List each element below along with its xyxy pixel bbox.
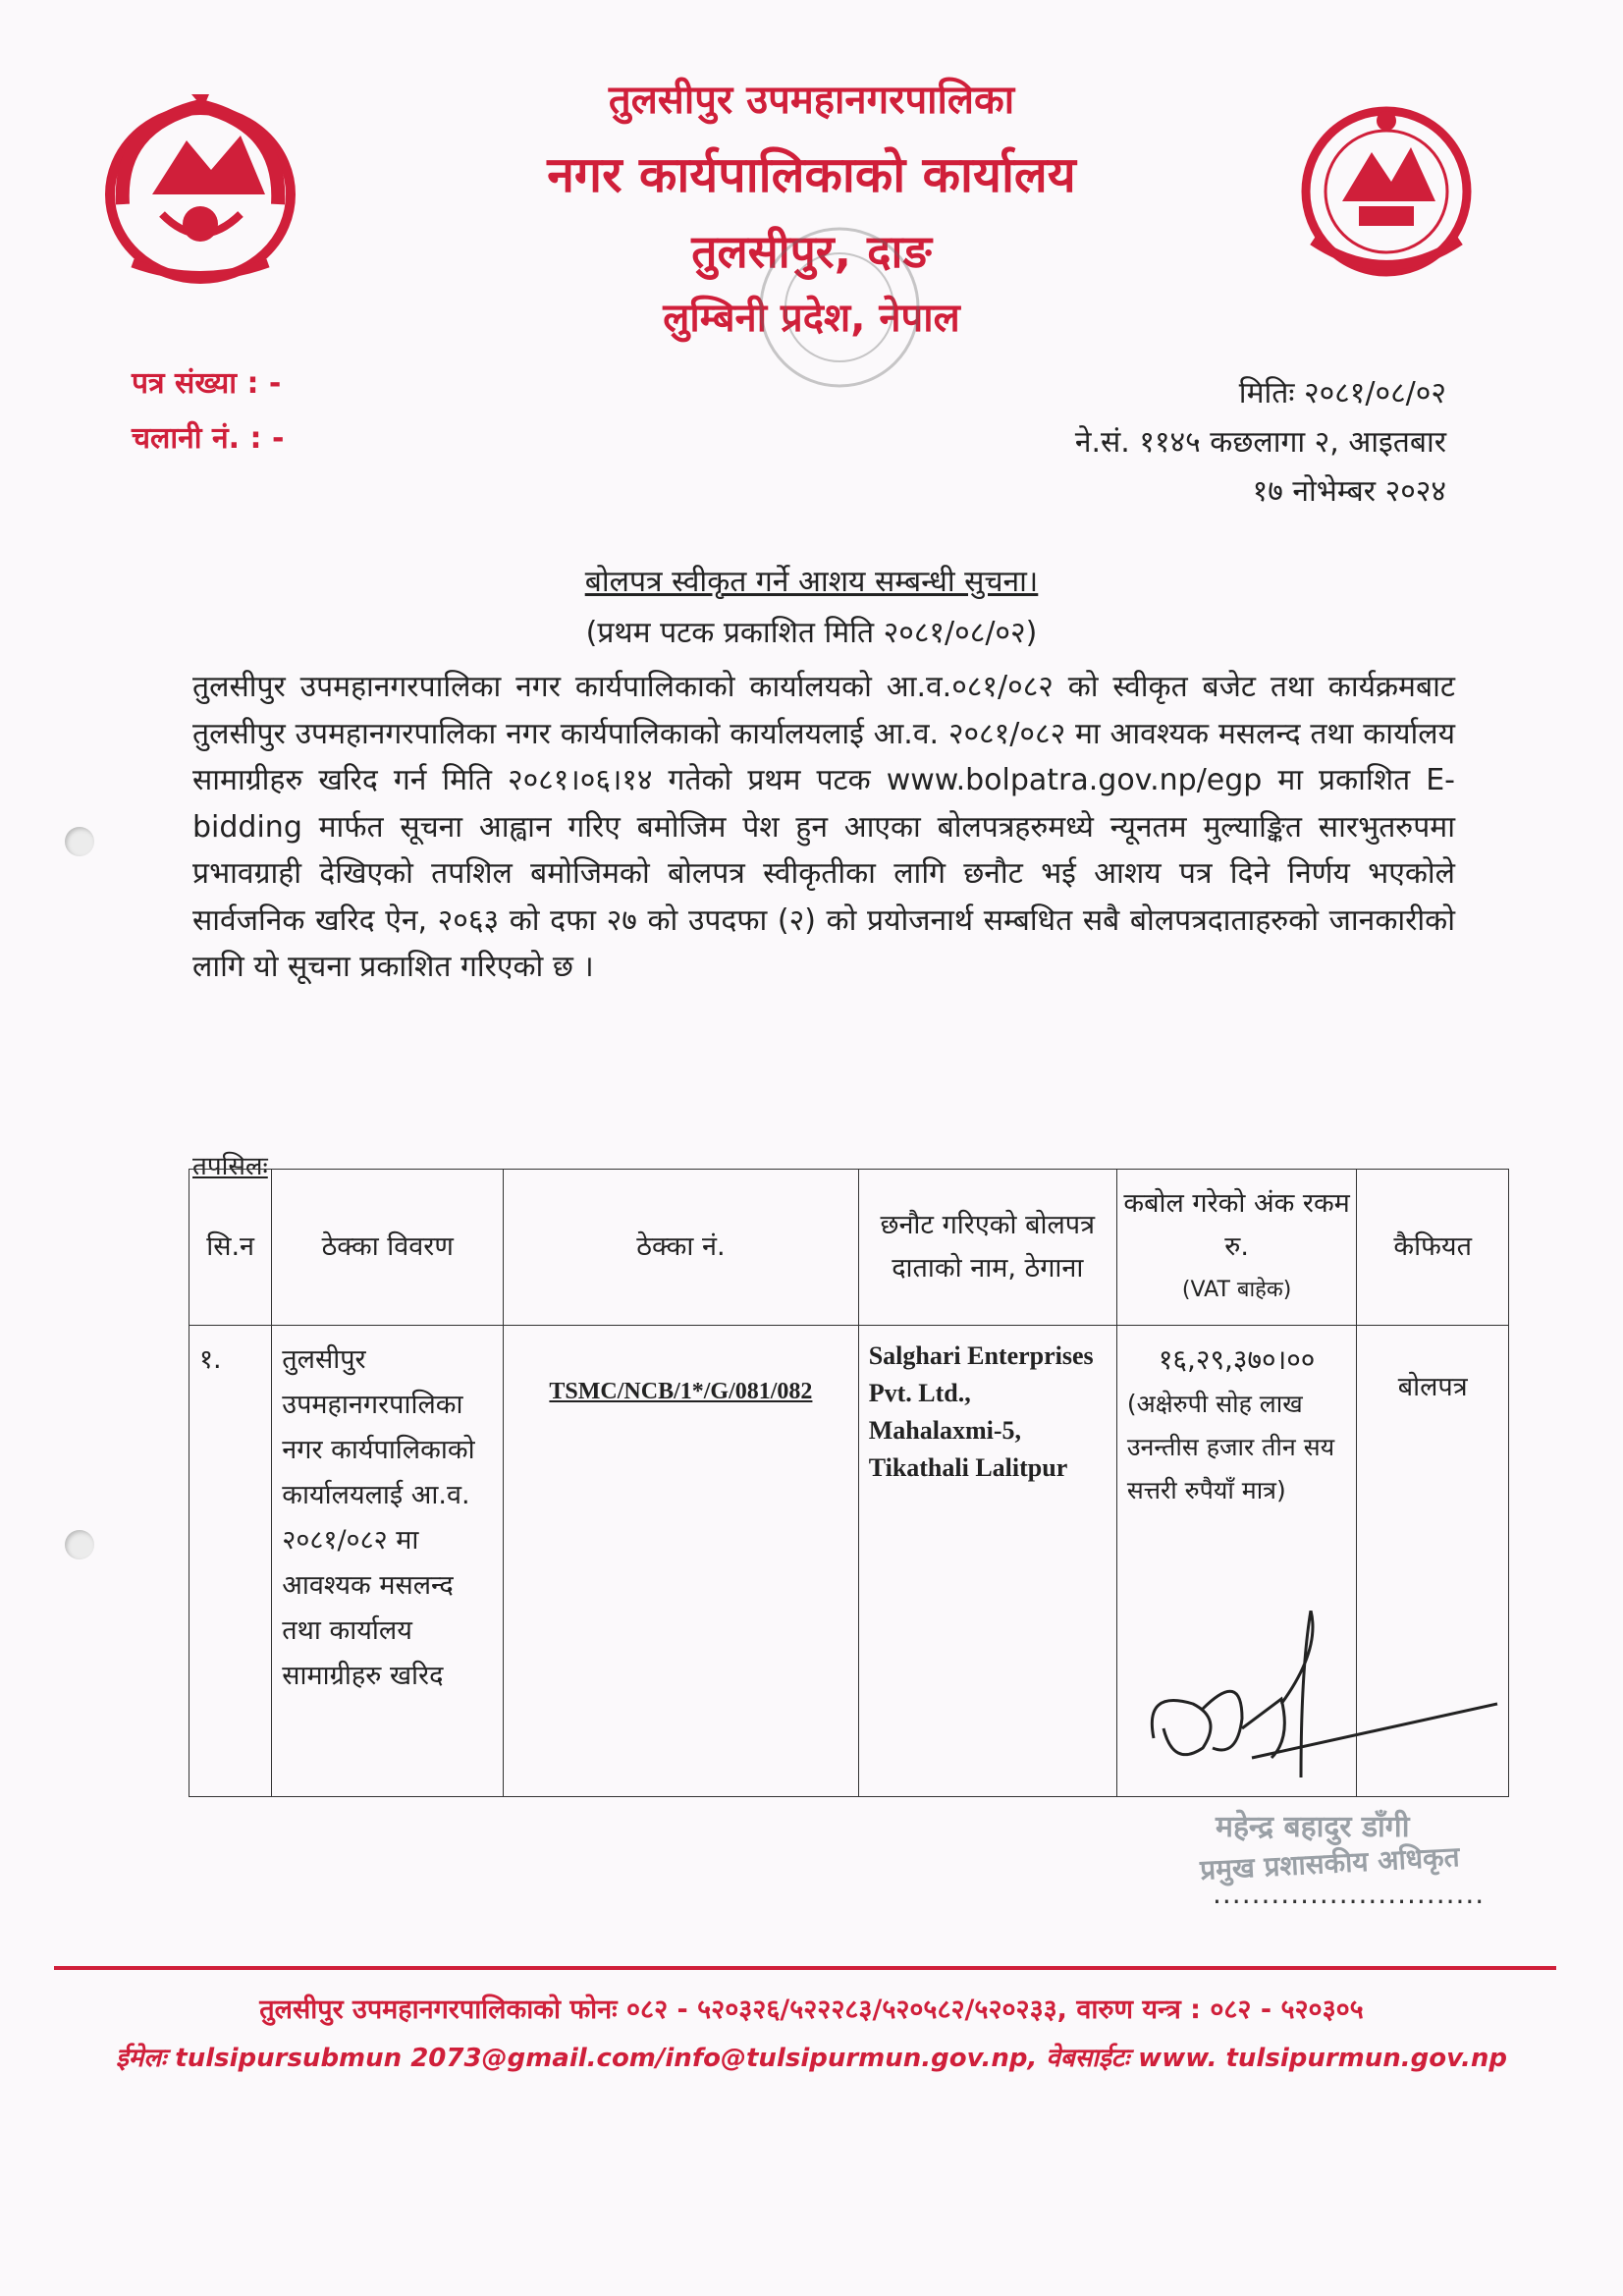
cell-sn: १.: [189, 1326, 272, 1797]
header-vat-note: (VAT बाहेक): [1181, 1278, 1292, 1302]
table-header-row: [189, 1170, 1509, 1326]
signature-line: ............................: [1213, 1878, 1486, 1910]
province-country: लुम्बिनी प्रदेश, नेपाल: [663, 296, 960, 341]
notice-subtitle: (प्रथम पटक प्रकाशित मिति २०८१/०८/०२): [585, 616, 1038, 650]
footer-email-web: ईमेलः tulsipursubmun 2073@gmail.com/info@tulsipurmun.gov.np, वेबसाईटः www. tulsipurmun.gov.np: [116, 2044, 1507, 2073]
cell-bidder: Salghari Enterprises Pvt. Ltd., Mahalaxmi-5, Tikathali Lalitpur: [858, 1326, 1116, 1797]
municipality-name: तुलसीपुर उपमहानगरपालिका: [608, 78, 1015, 123]
schedule-label: तपसिलः: [192, 1152, 268, 1181]
cell-description: तुलसीपुर उपमहानगरपालिका नगर कार्यपालिकाको कार्यालयलाई आ.व. २०८१/०८२ मा आवश्यक मसलन्द तथा कार्यालय सामाग्रीहरु खरिद: [272, 1326, 504, 1797]
footer-divider: [54, 1966, 1556, 1970]
amount-words: (अक्षेरुपी सोह लाख उनन्तीस हजार तीन सय सत्तरी रुपैयाँ मात्र): [1126, 1390, 1335, 1504]
bs-date: मितिः २०८१/०८/०२: [1238, 376, 1446, 410]
header-remarks: कैफियत: [1357, 1170, 1509, 1326]
punch-hole: [65, 1530, 94, 1559]
notice-title: बोलपत्र स्वीकृत गर्ने आशय सम्बन्धी सुचना।: [584, 565, 1039, 599]
nepal-sambat-date: ने.सं. ११४५ कछलागा २, आइतबार: [1074, 425, 1446, 460]
header-amount: [1116, 1170, 1356, 1326]
notice-body: तुलसीपुर उपमहानगरपालिका नगर कार्यपालिकाको कार्यालयको आ.व.०८१/०८२ को स्वीकृत बजेट तथा कार्यक्रमबाट तुलसीपुर उपमहानगरपालिका नगर कार्यपालिकाको कार्यालयलाई आ.व. २०८१/०८२ मा आवश्यक मसलन्द तथा कार्यालय सामाग्रीहरु खरिद गर्न मिति २०८१।०६।१४ गतेको प्रथम पटक www.bolpatra.gov.np/egp मा प्रकाशित E-bidding मार्फत सूचना आह्वान गरिए बमोजिम पेश हुन आएका बोलपत्रहरुमध्ये न्यूनतम मुल्याङ्कित सारभुतरुपमा प्रभावग्राही देखिएको तपशिल बमोजिमको बोलपत्र स्वीकृतीका लागि छनौट भई आशय पत्र दिने निर्णय भएकोले सार्वजनिक खरिद ऐन, २०६३ को दफा २७ को उपदफा (२) को प्रयोजनार्थ सम्बधित सबै बोलपत्रदाताहरुको जानकारीको लागि यो सूचना प्रकाशित गरिएको छ ।: [192, 670, 1455, 984]
office-name: नगर कार्यपालिकाको कार्यालय: [547, 146, 1076, 203]
cell-contract-no: TSMC/NCB/1*/G/081/082: [504, 1326, 859, 1797]
cell-remarks: बोलपत्र: [1357, 1326, 1509, 1797]
signatory-name: महेन्द्र बहादुर डाँगी: [1216, 1810, 1410, 1844]
office-location: तुलसीपुर, दाङ: [691, 225, 932, 278]
punch-hole: [65, 827, 94, 856]
amount-figure: १६,२९,३७०।००: [1158, 1343, 1316, 1376]
signature-icon: [1134, 1611, 1507, 1797]
office-seal-stamp: [746, 224, 933, 391]
dispatch-number: चलानी नं. : -: [132, 421, 285, 456]
ad-date: १७ नोभेम्बर २०२४: [1252, 474, 1446, 509]
header-bidder: छनौट गरिएको बोलपत्र दाताको नाम, ठेगाना: [858, 1170, 1116, 1326]
signatory-title: प्रमुख प्रशासकीय अधिकृत: [1199, 1840, 1461, 1886]
header-contract-no: ठेक्का नं.: [504, 1170, 859, 1326]
header-sn: सि.न: [189, 1170, 272, 1326]
header-description: ठेक्का विवरण: [272, 1170, 504, 1326]
header-amount-label: कबोल गरेको अंक रकम रु.: [1123, 1188, 1350, 1262]
letter-number: पत्र संख्या : -: [132, 366, 282, 401]
footer-contact: तुलसीपुर उपमहानगरपालिकाको फोनः ०८२ - ५२०३२६/५२२२८३/५२०५८२/५२०२३३, वारुण यन्त्र : ०८२ - ५२०३०५: [259, 1995, 1364, 2025]
